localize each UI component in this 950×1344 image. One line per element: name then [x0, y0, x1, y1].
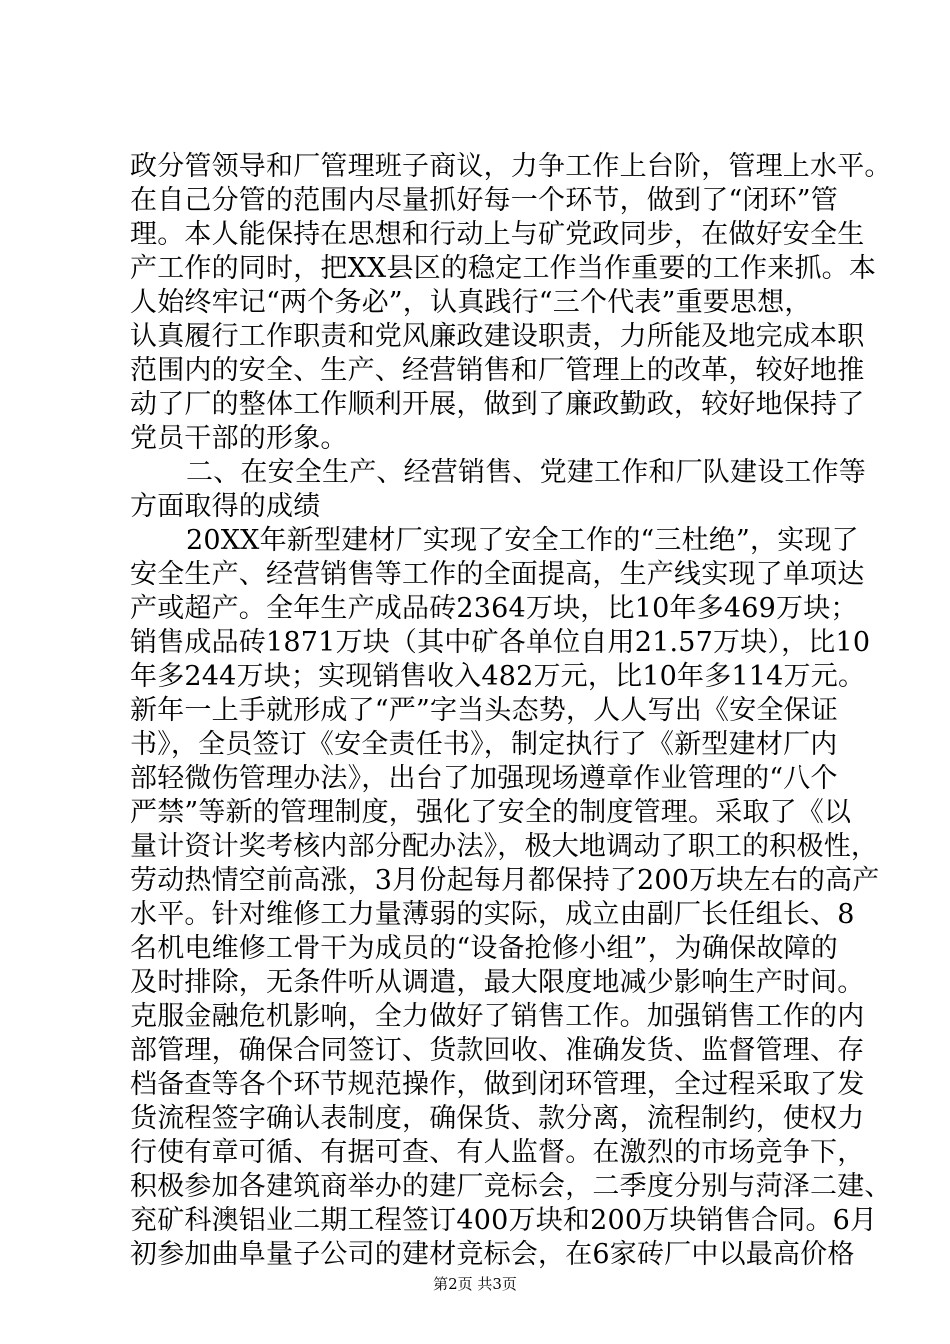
- text-line: 认真履行工作职责和党风廉政建设职责，力所能及地完成本职: [130, 321, 865, 352]
- text-line: 严禁”等新的管理制度，强化了安全的制度管理。采取了《以: [130, 797, 852, 828]
- text-line: 年多244万块；实现销售收入482万元，比10年多114万元。: [130, 661, 866, 692]
- text-line: 行使有章可循、有据可查、有人监督。在激烈的市场竞争下，: [130, 1137, 865, 1168]
- body-text: [130, 150, 892, 1272]
- text-line: 名机电维修工骨干为成员的“设备抢修小组”，为确保故障的: [130, 933, 839, 964]
- page-footer: 第2页 共3页: [433, 1275, 517, 1293]
- text-line: 理。本人能保持在思想和行动上与矿党政同步，在做好安全生: [130, 219, 865, 250]
- section-heading-line: 方面取得的成绩: [130, 491, 321, 522]
- text-line: 新年一上手就形成了“严”字当头态势，人人写出《安全保证: [130, 695, 839, 726]
- text-line: 克服金融危机影响，全力做好了销售工作。加强销售工作的内: [130, 1001, 865, 1032]
- text-line: 范围内的安全、生产、经营销售和厂管理上的改革，较好地推: [130, 355, 865, 386]
- section-heading-line: 二、在安全生产、经营销售、党建工作和厂队建设工作等: [186, 457, 866, 488]
- text-line: 20XX年新型建材厂实现了安全工作的“三杜绝”，实现了: [186, 525, 859, 556]
- text-line: 劳动热情空前高涨，3月份起每月都保持了200万块左右的高产: [130, 865, 880, 896]
- text-line: 积极参加各建筑商举办的建厂竞标会，二季度分别与菏泽二建、: [130, 1171, 892, 1202]
- text-line: 政分管领导和厂管理班子商议，力争工作上台阶，管理上水平。: [130, 151, 892, 182]
- text-line: 档备查等各个环节规范操作，做到闭环管理，全过程采取了发: [130, 1069, 865, 1100]
- text-line: 部轻微伤管理办法》，出台了加强现场遵章作业管理的“八个: [130, 763, 838, 794]
- text-line: 部管理，确保合同签订、货款回收、准确发货、监督管理、存: [130, 1035, 865, 1066]
- text-line: 党员干部的形象。: [130, 423, 348, 454]
- text-line: 产工作的同时，把XX县区的稳定工作当作重要的工作来抓。本: [130, 253, 877, 284]
- text-line: 安全生产、经营销售等工作的全面提高，生产线实现了单项达: [130, 559, 865, 590]
- text-line: 量计资计奖考核内部分配办法》，极大地调动了职工的积极性，: [130, 831, 879, 862]
- text-line: 在自己分管的范围内尽量抓好每一个环节，做到了“闭环”管: [130, 185, 839, 216]
- text-line: 及时排除，无条件听从调遣，最大限度地减少影响生产时间。: [130, 967, 865, 998]
- text-line: 初参加曲阜量子公司的建材竞标会，在6家砖厂中以最高价格: [130, 1239, 855, 1270]
- text-line: 兖矿科澳铝业二期工程签订400万块和200万块销售合同。6月: [130, 1205, 878, 1236]
- text-line: 产或超产。全年生产成品砖2364万块，比10年多469万块；: [130, 593, 858, 624]
- text-line: 人始终牢记“两个务必”，认真践行“三个代表”重要思想，: [130, 287, 812, 318]
- text-line: 动了厂的整体工作顺利开展，做到了廉政勤政，较好地保持了: [130, 389, 865, 420]
- text-line: 书》，全员签订《安全责任书》，制定执行了《新型建材厂内: [130, 729, 838, 760]
- text-line: 水平。针对维修工力量薄弱的实际，成立由副厂长任组长、8: [130, 899, 855, 930]
- text-line: 货流程签字确认表制度，确保货、款分离，流程制约，使权力: [130, 1103, 865, 1134]
- text-line: 销售成品砖1871万块（其中矿各单位自用21.57万块），比10: [130, 627, 871, 658]
